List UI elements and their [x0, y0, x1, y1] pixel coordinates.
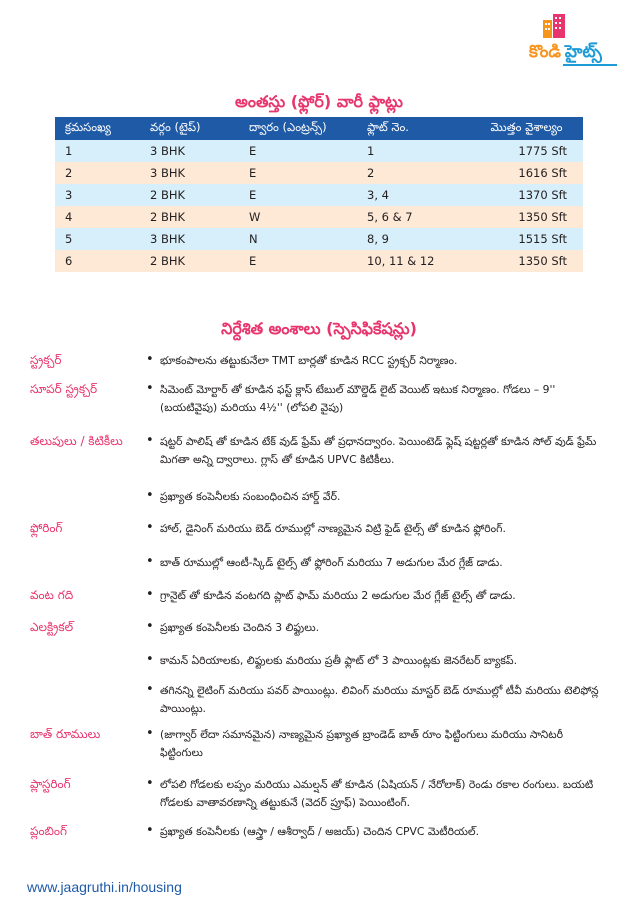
table-header-row [55, 117, 583, 140]
cell-flat-no: 2 [357, 162, 470, 184]
spec-text: (జాగ్వార్ లేదా సమానమైన) నాణ్యమైన ప్రఖ్యాత బ్రాండెడ్ బాత్ రూం ఫిట్టింగులు మరియు సానిటరీ ఫిట్టింగులు [160, 728, 563, 759]
cell-flat-no: 8, 9 [357, 228, 470, 250]
spec-category: ఫ్లోరింగ్ [30, 521, 63, 535]
cell-area: 1370 Sft [470, 184, 583, 206]
bullet-icon: • [146, 619, 154, 634]
bullet-icon: • [146, 554, 154, 569]
spec-text: సిమెంట్ మోర్టార్ తో కూడిన ఫస్ట్ క్లాస్ టేబుల్ మౌల్డెడ్ లైట్ వెయిట్ ఇటుక నిర్మాణం. గోడలు – 9'' (బయటివైపు) మరియు 4½'' (లోపలి వైపు) [160, 383, 556, 414]
floor-table-title: అంతస్తు (ఫ్లోర్) వారీ ఫ్లాట్లు [235, 92, 403, 111]
building-icon [543, 14, 565, 38]
bullet-icon: • [146, 682, 154, 697]
logo-underline [563, 64, 617, 66]
cell-serial: 1 [55, 140, 140, 162]
cell-flat-no: 3, 4 [357, 184, 470, 206]
cell-entrance: E [239, 140, 357, 162]
bullet-icon: • [146, 381, 154, 396]
cell-serial: 4 [55, 206, 140, 228]
spec-text: ప్రఖ్యాత కంపెనీలకు (ఆస్త్రా / ఆశీర్వాద్ / అజయ్) చెందిన CPVC మెటీరియల్. [160, 825, 480, 838]
bullet-icon: • [146, 587, 154, 602]
floor-plan-table [55, 117, 583, 272]
spec-text: ప్రఖ్యాత కంపెనీలకు చెందిన 3 లిఫ్టులు. [160, 621, 320, 634]
footer-url-link[interactable]: www.jaagruthi.in/housing [27, 879, 182, 895]
table-row [55, 184, 583, 206]
cell-entrance: E [239, 250, 357, 272]
table-row [55, 140, 583, 162]
header-total-area: మొత్తం వైశాల్యం [470, 117, 583, 140]
table-row [55, 250, 583, 272]
spec-category: ప్లాస్టరింగ్ [30, 777, 71, 791]
spec-text: గ్రానైట్ తో కూడిన వంటగది ప్లాట్ ఫామ్ మరియు 2 అడుగుల మేర గ్లేజ్ టైల్స్ తో డాడు. [160, 589, 516, 602]
cell-type: 3 BHK [140, 228, 239, 250]
cell-entrance: N [239, 228, 357, 250]
cell-serial: 2 [55, 162, 140, 184]
header-entrance: ద్వారం (ఎంట్రన్స్) [239, 117, 357, 140]
bullet-icon: • [146, 726, 154, 741]
spec-text: కామన్ ఏరియాలకు, లిఫ్టులకు మరియు ప్రతీ ఫ్లాట్ లో 3 పాయింట్లకు జెనరేటర్ బ్యాకప్. [160, 654, 518, 667]
cell-area: 1775 Sft [470, 140, 583, 162]
cell-area: 1350 Sft [470, 250, 583, 272]
cell-type: 2 BHK [140, 184, 239, 206]
cell-area: 1515 Sft [470, 228, 583, 250]
cell-area: 1350 Sft [470, 206, 583, 228]
table-row [55, 162, 583, 184]
bullet-icon: • [146, 776, 154, 791]
cell-flat-no: 5, 6 & 7 [357, 206, 470, 228]
spec-text: తగినన్ని లైటింగ్ మరియు పవర్ పాయింట్లు. లివింగ్ మరియు మాస్టర్ బెడ్ రూముల్లో టీవీ మరియు టెలిఫోన్ల పాయింట్లు. [160, 684, 599, 715]
brand-logo [529, 14, 621, 66]
spec-text: బాత్ రూముల్లో ఆంటీ-స్కిడ్ టైల్స్ తో ఫ్లోరింగ్ మరియు 7 అడుగుల మేర గ్లేజ్ డాడు. [160, 556, 503, 569]
cell-serial: 5 [55, 228, 140, 250]
bullet-icon: • [146, 520, 154, 535]
spec-category: స్ట్రక్చర్ [30, 353, 62, 367]
cell-serial: 6 [55, 250, 140, 272]
spec-text: ప్రఖ్యాత కంపెనీలకు సంబంధించిన హార్డ్ వేర్. [160, 490, 341, 503]
cell-entrance: W [239, 206, 357, 228]
cell-type: 3 BHK [140, 162, 239, 184]
cell-flat-no: 1 [357, 140, 470, 162]
specifications-title: నిర్దేశిత అంశాలు (స్పెసిఫికేషన్లు) [221, 319, 417, 338]
logo-wordmark [529, 42, 621, 66]
spec-text: భూకంపాలను తట్టుకునేలా TMT బార్లతో కూడిన RCC స్ట్రక్చర్ నిర్మాణం. [160, 354, 458, 367]
cell-entrance: E [239, 162, 357, 184]
bullet-icon: • [146, 488, 154, 503]
spec-text: హాల్, డైనింగ్ మరియు బెడ్ రూముల్లో నాణ్యమైన విట్రి ఫైడ్ టైల్స్ తో కూడిన ఫ్లోరింగ్. [160, 522, 506, 535]
cell-type: 3 BHK [140, 140, 239, 162]
bullet-icon: • [146, 352, 154, 367]
table-row [55, 206, 583, 228]
spec-category: తలుపులు / కిటికీలు [30, 434, 123, 448]
cell-serial: 3 [55, 184, 140, 206]
spec-category: వంట గది [30, 588, 74, 602]
cell-type: 2 BHK [140, 250, 239, 272]
spec-text: లోపలి గోడలకు లప్పం మరియు ఎమల్షన్ తో కూడిన (ఏషియన్ / నేరోలాక్) రెండు రకాల రంగులు. బయటి గోడలకు వాతావరణాన్ని తట్టుకునే (వెదర్ ప్రూఫ్) పెయింటింగ్. [160, 778, 594, 809]
logo-word-1: కొండి [529, 42, 561, 62]
spec-text: షట్టర్ పాలిష్ తో కూడిన టేక్ వుడ్ ఫ్రేమ్ తో ప్రధానద్వారం. పెయింటెడ్ ఫ్లెష్ షట్టర్లతో కూడిన సోల్ వుడ్ ఫ్రేమ్ మిగతా అన్ని ద్వారాలు. గ్లాస్ తో కూడిన UPVC కిటికీలు. [160, 435, 597, 466]
cell-entrance: E [239, 184, 357, 206]
bullet-icon: • [146, 433, 154, 448]
header-flat-no: ఫ్లాట్ నెం. [357, 117, 470, 140]
header-type: వర్గం (టైప్) [140, 117, 239, 140]
cell-type: 2 BHK [140, 206, 239, 228]
bullet-icon: • [146, 652, 154, 667]
logo-word-2: హైట్స్ [564, 42, 602, 62]
header-serial: క్రమసంఖ్య [55, 117, 140, 140]
bullet-icon: • [146, 823, 154, 838]
spec-category: సూపర్ స్ట్రక్చర్ [30, 382, 98, 396]
cell-area: 1616 Sft [470, 162, 583, 184]
cell-flat-no: 10, 11 & 12 [357, 250, 470, 272]
spec-category: బాత్ రూములు [30, 727, 101, 741]
table-row [55, 228, 583, 250]
spec-category: ప్లంబింగ్ [30, 824, 67, 838]
spec-category: ఎలక్ట్రికల్ [30, 620, 74, 634]
